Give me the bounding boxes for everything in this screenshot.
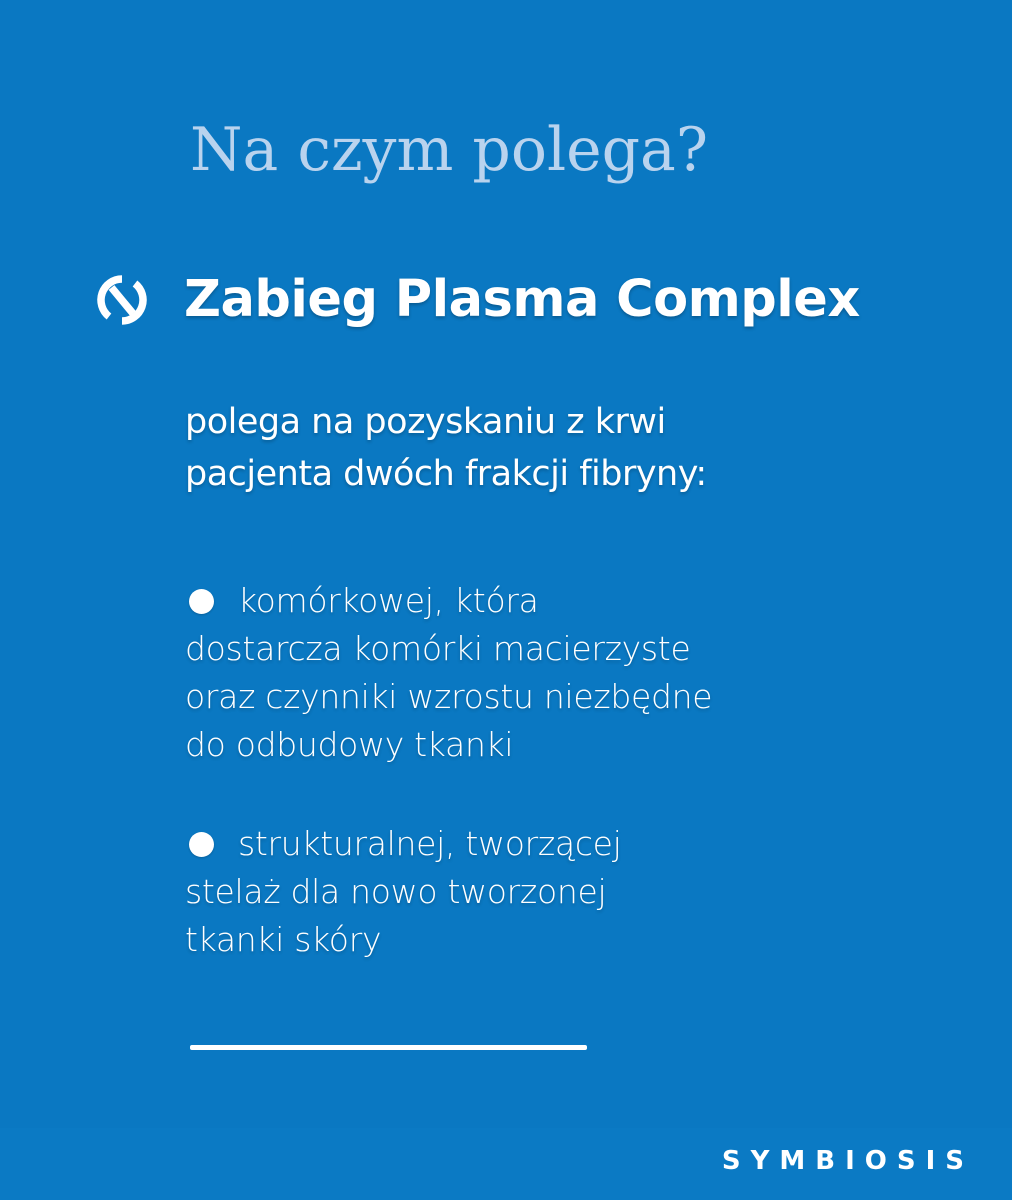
bullet-dot-icon bbox=[189, 832, 214, 857]
headline-row bbox=[96, 260, 860, 340]
intro-line: polega na pozyskaniu z krwi bbox=[185, 402, 666, 442]
brand-logo-text: SYMBIOSIS bbox=[721, 1146, 974, 1176]
divider-line bbox=[190, 1045, 587, 1050]
headline: Zabieg Plasma Complex bbox=[184, 270, 860, 329]
bullet-item-structural bbox=[185, 820, 945, 964]
bullet-text: strukturalnej, tworzącej bbox=[238, 824, 622, 863]
intro-line: pacjenta dwóch frakcji fibryny: bbox=[185, 454, 707, 494]
brand-s-circle-icon bbox=[96, 274, 148, 326]
bullet-text: dostarcza komórki macierzyste bbox=[185, 629, 691, 668]
kicker-title: Na czym polega? bbox=[190, 115, 708, 185]
bullet-item-cellular bbox=[185, 577, 945, 769]
bullet-dot-icon bbox=[189, 589, 214, 614]
bullet-text: oraz czynniki wzrostu niezbędne bbox=[185, 677, 713, 716]
bullet-text: stelaż dla nowo tworzonej bbox=[185, 872, 607, 911]
intro-text bbox=[185, 396, 945, 500]
bullet-text: do odbudowy tkanki bbox=[185, 725, 514, 764]
bullet-text: komórkowej, która bbox=[238, 581, 539, 620]
bullet-text: tkanki skóry bbox=[185, 920, 382, 959]
